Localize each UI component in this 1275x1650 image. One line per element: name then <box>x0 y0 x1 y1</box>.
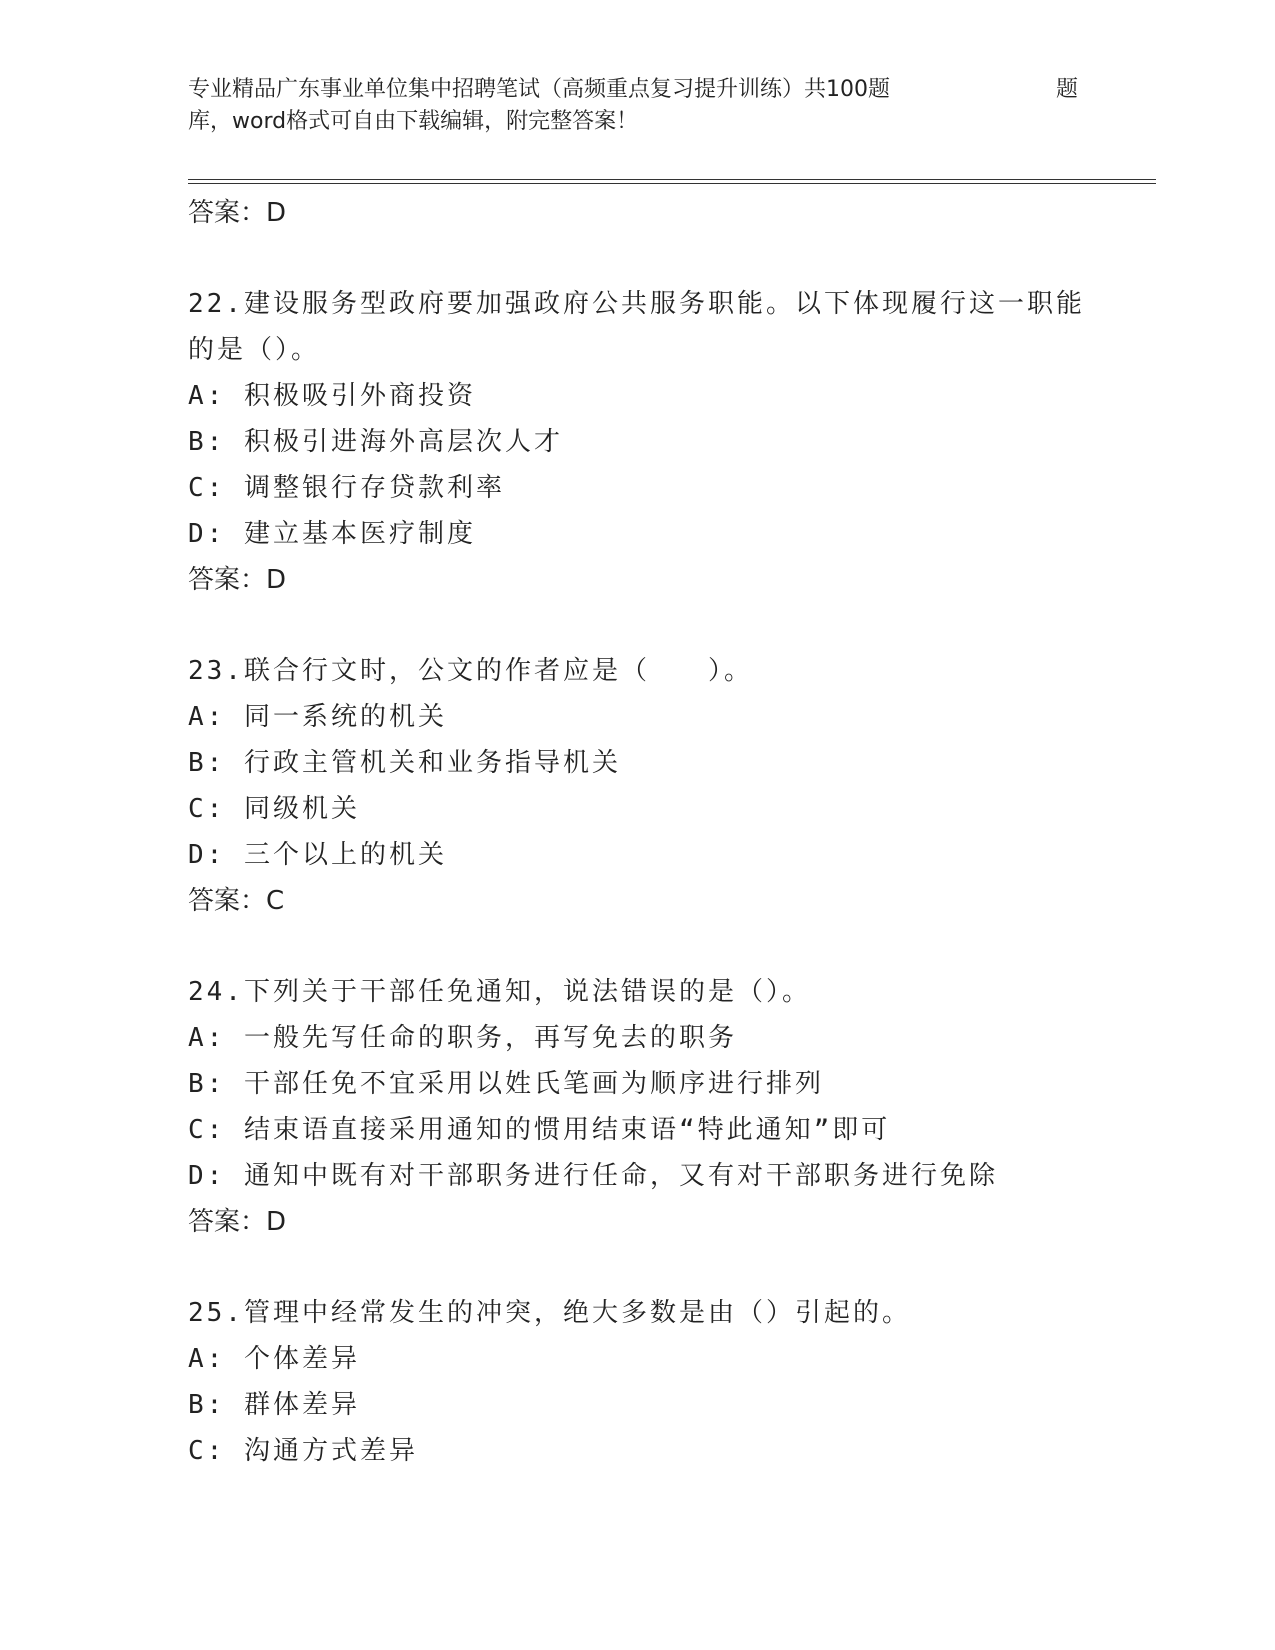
header-title: 专业精品广东事业单位集中招聘笔试（高频重点复习提升训练）共100题 <box>188 77 890 102</box>
question-block <box>188 281 1148 603</box>
header-divider-top <box>188 179 1156 180</box>
option-c: C: 同级机关 <box>188 794 360 824</box>
option-d: D: 建立基本医疗制度 <box>188 519 476 549</box>
option-a: A: 一般先写任命的职务，再写免去的职务 <box>188 1023 737 1053</box>
option-d: D: 三个以上的机关 <box>188 840 447 870</box>
header-line-1 <box>188 74 1088 106</box>
question-stem: 25.管理中经常发生的冲突，绝大多数是由（）引起的。 <box>188 1298 911 1328</box>
spacer <box>188 1245 1148 1290</box>
question-stem: 23.联合行文时，公文的作者应是（ ）。 <box>188 656 753 686</box>
question-stem: 24.下列关于干部任免通知，说法错误的是（）。 <box>188 977 811 1007</box>
answer-line: 答案：D <box>188 565 287 595</box>
answer-line: 答案：C <box>188 886 285 916</box>
option-c: C: 结束语直接采用通知的惯用结束语“特此通知”即可 <box>188 1115 891 1145</box>
option-a: A: 同一系统的机关 <box>188 702 447 732</box>
answer-line: 答案：D <box>188 198 287 228</box>
option-b: B: 干部任免不宜采用以姓氏笔画为顺序进行排列 <box>188 1069 824 1099</box>
spacer <box>188 236 1148 281</box>
question-block <box>188 969 1148 1245</box>
page-header <box>188 74 1088 138</box>
spacer <box>188 924 1148 969</box>
question-block <box>188 648 1148 924</box>
option-b: B: 积极引进海外高层次人才 <box>188 427 563 457</box>
spacer <box>188 603 1148 648</box>
header-line-2: 库，word格式可自由下载编辑，附完整答案！ <box>188 109 639 134</box>
option-d: D: 通知中既有对干部职务进行任命，又有对干部职务进行免除 <box>188 1161 998 1191</box>
option-a: A: 积极吸引外商投资 <box>188 381 476 411</box>
question-block <box>188 1290 1148 1474</box>
header-divider-bottom <box>188 183 1156 184</box>
option-b: B: 群体差异 <box>188 1390 360 1420</box>
option-b: B: 行政主管机关和业务指导机关 <box>188 748 621 778</box>
option-c: C: 沟通方式差异 <box>188 1436 418 1466</box>
option-c: C: 调整银行存贷款利率 <box>188 473 505 503</box>
question-stem: 的是（）。 <box>188 335 321 365</box>
question-stem: 22.建设服务型政府要加强政府公共服务职能。以下体现履行这一职能 <box>188 289 1085 319</box>
option-a: A: 个体差异 <box>188 1344 360 1374</box>
answer-line: 答案：D <box>188 1207 287 1237</box>
header-title-tail: 题 <box>1056 77 1079 102</box>
question-list <box>188 190 1148 1474</box>
